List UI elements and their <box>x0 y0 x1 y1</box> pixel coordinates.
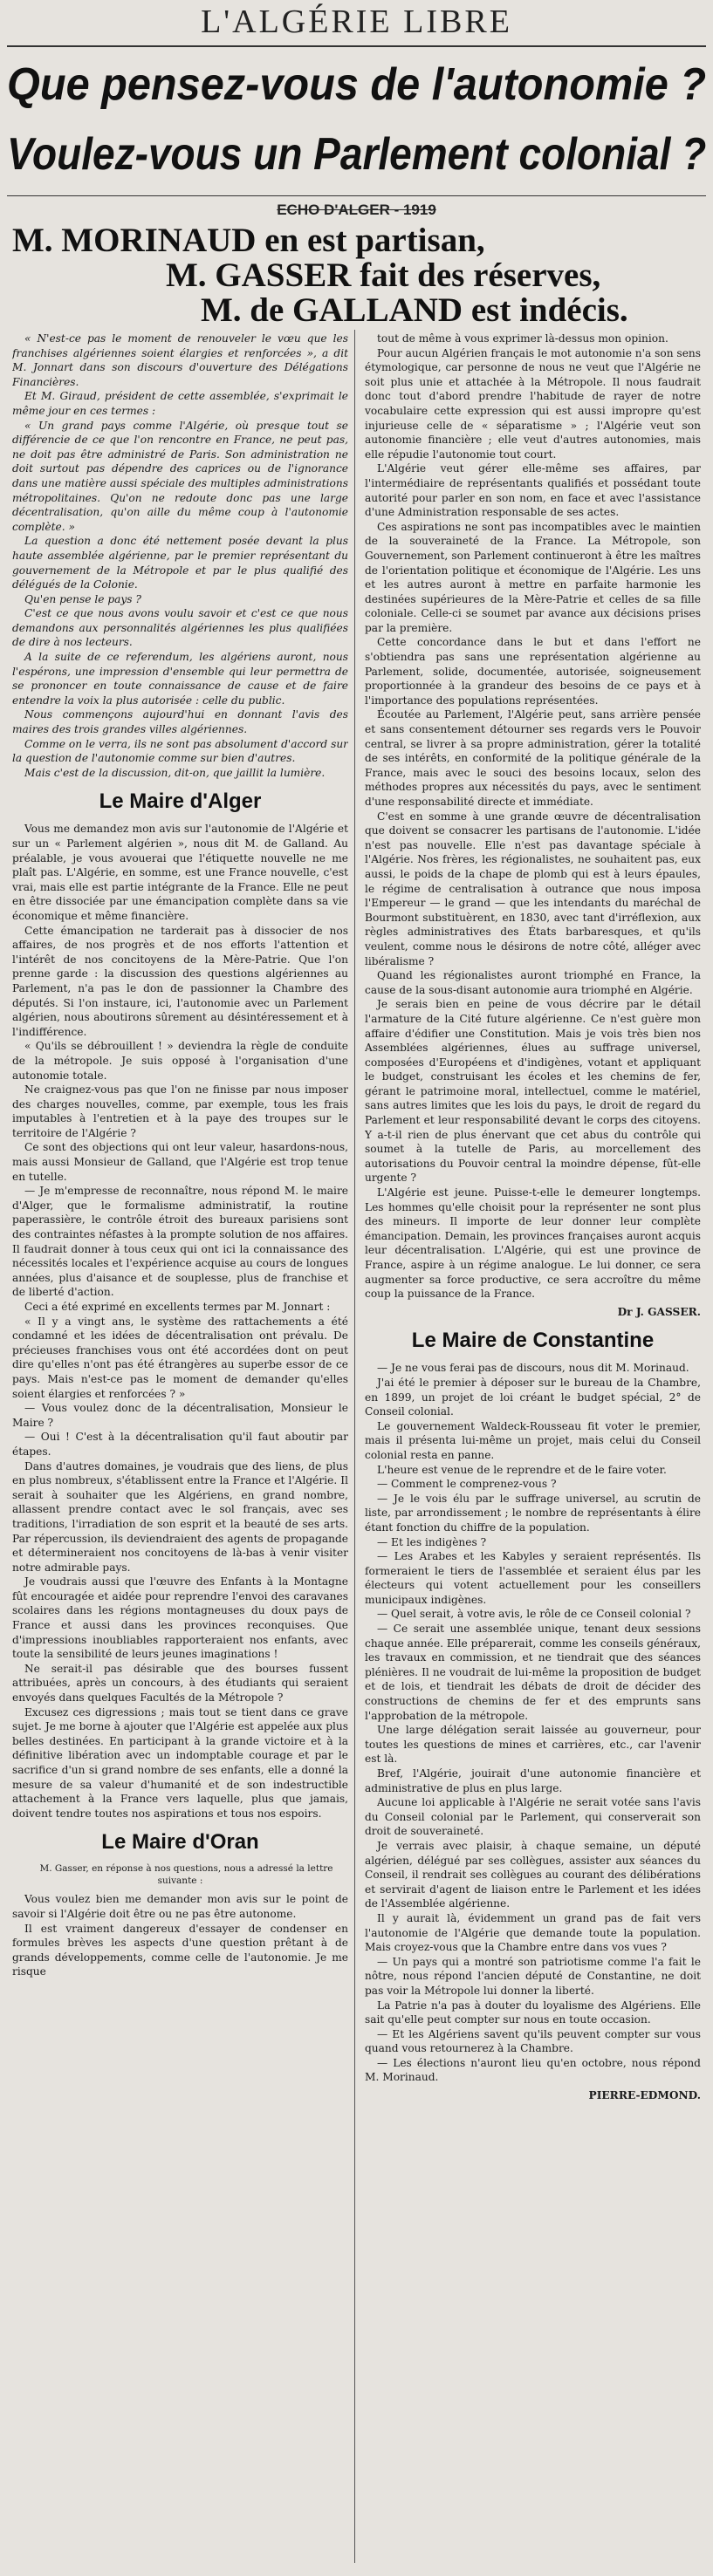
paragraph: Écoutée au Parlement, l'Algérie peut, sans arrière pensée et sans consentement détourner ses regards vers le Pouvoir central, se livrer à sa propre administration, gérer la totalité de ses intérêts, en conformité de la politique générale de la France, mais avec le souci des besoins locaux, selon des méthodes propres aux nécessités du pays, avec le sentiment d'une responsabilité directe et immédiate. <box>365 708 701 808</box>
archive-stamp: ECHO D'ALGER - 1919 <box>277 202 436 218</box>
paragraph: — Un pays qui a montré son patriotisme comme l'a fait le nôtre, nous répond l'ancien député de Constantine, ne doit pas voir la Métropole lui donner la liberté. <box>365 1955 701 1997</box>
section-note: M. Gasser, en réponse à nos questions, nous a adressé la lettre suivante : <box>39 1863 333 1887</box>
section-title-constantine: Le Maire de Constantine <box>411 1329 655 1353</box>
paragraph: — Les Arabes et les Kabyles y seraient représentés. Ils formeraient le tiers de l'assemblée et seraient élus par les électeurs qui votent actuellement pour les conseillers municipaux indigènes. <box>365 1550 701 1606</box>
paragraph: — Et les indigènes ? <box>377 1535 487 1548</box>
paragraph: — Je le vois élu par le suffrage universel, au scrutin de liste, par arrondissement ; le nombre de représentants à élire étant fonction du chiffre de la population. <box>365 1492 701 1534</box>
paragraph: Comme on le verra, ils ne sont pas absolument d'accord sur la question de l'autonomie comme sur bien d'autres. <box>12 737 348 765</box>
paragraph: — Je ne vous ferai pas de discours, nous dit M. Morinaud. <box>377 1362 689 1375</box>
paragraph: Ne craignez-vous pas que l'on ne finisse par nous imposer des charges nouvelles, comme, par exemple, tous les frais imputables à l'entretien et à la paye des troupes sur le territoire de l'Algérie ? <box>12 1083 348 1139</box>
subhead-galland <box>201 290 628 331</box>
paragraph: Je voudrais aussi que l'œuvre des Enfants à la Montagne fût encouragée et aidée pour reprendre l'envoi des caravanes scolaires dans les régions montagneuses du doux pays de France et aussi dans les provinces reconquises. Que d'impressions inoubliables rapporteraient nos enfants, avec toute la sensibilité de leurs jeunes imaginations ! <box>12 1575 348 1661</box>
subhead-name: M. de GALLAND <box>201 291 463 329</box>
paragraph: « Un grand pays comme l'Algérie, où presque tout se différencie de ce que l'on rencontre en France, ne peut pas, ne doit pas être administré de Paris. Son administration ne doit surtout pas dépendre des caprices ou de l'ignorance dans une matière aussi spéciale des multiples administrations métropolitaines. Qu'on ne redoute donc pas une large décentralisation, qu'on aille du même coup à l'autonomie complète. » <box>12 419 348 533</box>
paragraph: Une large délégation serait laissée au gouverneur, pour toutes les questions de mines et carrières, etc., car l'avenir est là. <box>365 1724 701 1766</box>
subhead-name: M. GASSER <box>166 256 352 294</box>
paragraph: Le gouvernement Waldeck-Rousseau fit voter le premier, mais il présenta lui-même un projet, mais celui du Conseil colonial resta en panne. <box>365 1419 701 1461</box>
paragraph: Nous commençons aujourd'hui en donnant l'avis des maires des trois grandes villes algériennes. <box>12 708 348 736</box>
paragraph: Et M. Giraud, président de cette assemblée, s'exprimait le même jour en ces termes : <box>12 390 348 417</box>
subhead-text: en est partisan, <box>256 222 485 259</box>
paragraph: Il est vraiment dangereux d'essayer de condenser en formules brèves les aspects d'une question prêtant à de grands développements, comme celle de l'autonomie. Je me risque <box>12 1922 348 1978</box>
paragraph: Il y aurait là, évidemment un grand pas de fait vers l'autonomie de l'Algérie que demande toute la population. Mais croyez-vous que la Chambre entre dans vos vues ? <box>365 1911 701 1954</box>
subhead-name: M. MORINAUD <box>12 222 257 259</box>
paragraph: Je verrais avec plaisir, à chaque semaine, un député algérien, délégué par ses collègues, assister aux séances du Conseil, il rendrait ses collègues au courant des délibérations et servirait d'agent de liaison entre le Parlement et les idées de l'Assemblée algérienne. <box>365 1839 701 1910</box>
paragraph: C'est en somme à une grande œuvre de décentralisation que doivent se consacrer les partisans de l'autonomie. L'idée n'est pas nouvelle. Elle n'est pas davantage spéciale à l'Algérie. Nos frères, les régionalistes, ne souhaitent pas, eux aussi, le poids de la chape de plomb qui est à leurs épaules, le régime de centralisation à outrance que nous imposa l'Empereur — le grand — que les intendants du maréchal de Bourmont substituèrent, en 1830, avec tant d'irréflexion, aux règles administratives des États barbaresques, et qu'ils veulent, comme nous le désirons de notre côté, alléger avec libéralisme ? <box>365 810 701 967</box>
paragraph: L'Algérie est jeune. Puisse-t-elle le demeurer longtemps. Les hommes qu'elle choisit pour la représenter ne sont plus des mineurs. Il importe de leur donner leur complète émancipation. Demain, les provinces françaises auront acquis leur décentralisation. L'Algérie, qui est une province de France, aspire à un régime analogue. Le lui donner, ce sera augmenter sa force productive, ce sera accroître du même coup la puissance de la France. <box>365 1186 701 1301</box>
signature-gasser: Dr J. GASSER. <box>617 1305 701 1318</box>
paragraph: Dans d'autres domaines, je voudrais que des liens, de plus en plus nombreux, s'établissent entre la France et l'Algérie. Il serait à souhaiter que les Algériens, en grand nombre, allassent prendre contact avec le sol français, avec ses traditions, l'irradiation de son esprit et la beauté de ses arts. Par répercussion, ils deviendraient des agents de propagande et détermineraient nos concitoyens de là-bas à venir visiter notre admirable pays. <box>12 1459 348 1574</box>
paragraph: « Il y a vingt ans, le système des rattachements a été condamné et les idées de décentralisation ont prévalu. De précieuses franchises vous ont été accordées dont on peut dire qu'elles n'ont pas été étrangères au superbe essor de ce pays. Mais n'est-ce pas le moment de demander qu'elles soient élargies et renforcées ? » <box>12 1315 348 1400</box>
paragraph: « N'est-ce pas le moment de renouveler le vœu que les franchises algériennes soient élargies et renforcées », a dit M. Jonnart dans son discours d'ouverture des Délégations Financières. <box>12 332 348 388</box>
paragraph: Vous voulez bien me demander mon avis sur le point de savoir si l'Algérie doit être ou ne pas être autonome. <box>12 1893 348 1920</box>
masthead: L'ALGÉRIE LIBRE <box>201 3 512 40</box>
headline-line-2: Voulez-vous un Parlement colonial ? <box>7 129 707 180</box>
paragraph: L'Algérie veut gérer elle-même ses affaires, par l'intermédiaire de représentants qualifiés et possédant toute autorité pour parler en son nom, en face et avec l'assistance d'une Administration responsable de ses actes. <box>365 462 701 519</box>
paragraph: Vous me demandez mon avis sur l'autonomie de l'Algérie et sur un « Parlement algérien », nous dit M. de Galland. Au préalable, je vous avouerai que l'étiquette nouvelle ne me plaît pas. L'Algérie, en somme, est une France nouvelle, c'est vrai, mais elle est partie intégrante de la France. Elle ne peut en être dissociée par une émancipation complète dans sa vie économique et même financière. <box>12 823 348 922</box>
paragraph: — Oui ! C'est à la décentralisation qu'il faut aboutir par étapes. <box>12 1431 348 1458</box>
paragraph: Bref, l'Algérie, jouirait d'une autonomie financière et administrative de plus en plus large. <box>365 1767 701 1794</box>
paragraph: La question a donc été nettement posée devant la plus haute assemblée algérienne, par le premier représentant du gouvernement de la Métropole et par le plus qualifié des délégués de la Colonie. <box>12 535 348 591</box>
paragraph: Cette concordance dans le but et dans l'effort ne s'obtiendra pas sans une représentation algérienne au Parlement, solide, documentée, autorisée, soigneusement proportionnée à la grandeur des besoins de ce pays et à l'importance des populations représentées. <box>365 636 701 707</box>
subhead-text: est indécis. <box>463 291 628 329</box>
author-signature: PIERRE-EDMOND. <box>588 2089 701 2102</box>
paragraph: tout de même à vous exprimer là-dessus mon opinion. <box>377 332 668 345</box>
paragraph: Ces aspirations ne sont pas incompatibles avec le maintien de la souveraineté de la France. La Métropole, son Gouvernement, son Parlement continueront à être les maîtres de l'orientation politique et économique de l'Algérie. Les uns et les autres auront à mettre en parfaite harmonie les destinées supérieures de la Mère-Patrie et celles de sa fille coloniale. Celle-ci se soumet par avance aux décisions prises par la première. <box>365 520 701 634</box>
paragraph: J'ai été le premier à déposer sur le bureau de la Chambre, en 1899, un projet de loi créant le budget spécial, 2° de Conseil colonial. <box>365 1376 701 1418</box>
paragraph: — Je m'empresse de reconnaître, nous répond M. le maire d'Alger, que le formalisme administratif, la routine paperassière, le contrôle étroit des bureaux parisiens sont des contraintes néfastes à la prompte solution de nos affaires. Il faudrait donner à tous ceux qui ont ici la connaissance des nécessités locales et l'expérience acquise au cours de longues années, plus d'aisance et de souplesse, plus de franchise et de liberté d'action. <box>12 1185 348 1299</box>
paragraph: — Et les Algériens savent qu'ils peuvent compter sur vous quand vous retournerez à la Chambre. <box>365 2027 701 2055</box>
paragraph: C'est ce que nous avons voulu savoir et c'est ce que nous demandons aux personnalités algériennes les plus qualifiées de dire à nos lecteurs. <box>12 607 348 649</box>
paragraph: — Comment le comprenez-vous ? <box>377 1478 557 1491</box>
section-title-alger: Le Maire d'Alger <box>99 789 262 814</box>
article-column-right <box>365 331 701 2565</box>
section-title-oran: Le Maire d'Oran <box>101 1830 259 1855</box>
paragraph: L'heure est venue de le reprendre et de le faire voter. <box>377 1463 667 1476</box>
paragraph: Qu'en pense le pays ? <box>24 592 141 605</box>
paragraph: Je serais bien en peine de vous décrire par le détail l'armature de la Cité future algérienne. Ce n'est guère mon affaire d'édifier une Constitution. Mais je vois très bien nos Assemblées algériennes, élues au suffrage universel, composées d'Européens et d'indigènes, votant et appliquant le budget, construisant les écoles et les chemins de fer, gérant le patrimoine moral, intellectuel, comme le matériel, sans autres limites que les lois du pays, le droit de regard du Parlement et leur responsabilité devant le corps des citoyens. Y a-t-il rien de plus énervant que cet abus du contrôle qui soumet à la tutelle de Paris, au morcellement des autorisations du Pouvoir central la moindre dépense, fût-elle urgente ? <box>365 998 701 1185</box>
headline-rule <box>7 195 706 196</box>
paragraph: Pour aucun Algérien français le mot autonomie n'a son sens étymologique, car personne de nous ne veut que l'Algérie ne soit plus unie et attachée à la Métropole. Il nous faudrait donc tout d'abord prendre l'habitude de rayer de notre vocabulaire cette expression qui est aussi impropre qu'est injurieuse celle de « séparatisme » ; l'Algérie veut son autonomie financière ; elle veut d'autres autonomies, mais elle répudie l'autonomie tout court. <box>365 346 701 461</box>
paragraph: Excusez ces digressions ; mais tout se tient dans ce grave sujet. Je me borne à ajouter que l'Algérie est appelée aux plus belles destinées. En participant à la grande victoire et à la définitive libération avec un indomptable courage et par le sacrifice d'un si grand nombre de ses enfants, elle a donné la mesure de sa valeur d'humanité et de son indestructible attachement à la France vers laquelle, plus que jamais, doivent tendre toutes nos aspirations et tous nos espoirs. <box>12 1705 348 1820</box>
paragraph: Ceci a été exprimé en excellents termes par M. Jonnart : <box>24 1301 331 1313</box>
article-column-left <box>12 331 348 2565</box>
subhead-text: fait des réserves, <box>351 256 601 294</box>
masthead-rule <box>7 45 706 47</box>
paragraph: A la suite de ce referendum, les algériens auront, nous l'espérons, une impression d'ensemble qui leur permettra de se prononcer en toute connaissance de cause et de faire entendre la voix la plus autorisée : celle du public. <box>12 651 348 707</box>
paragraph: — Vous voulez donc de la décentralisation, Monsieur le Maire ? <box>12 1402 348 1429</box>
paragraph: Aucune loi applicable à l'Algérie ne serait votée sans l'avis du Conseil colonial par le Parlement, qui conserverait son droit de souveraineté. <box>365 1796 701 1838</box>
paragraph: Ce sont des objections qui ont leur valeur, hasardons-nous, mais aussi Monsieur de Galland, que l'Algérie est trop tenue en tutelle. <box>12 1141 348 1183</box>
paragraph: — Quel serait, à votre avis, le rôle de ce Conseil colonial ? <box>377 1608 691 1621</box>
headline-line-1: Que pensez-vous de l'autonomie ? <box>7 59 707 110</box>
paragraph: Cette émancipation ne tarderait pas à dissocier de nos affaires, de nos progrès et de nos efforts l'attention et l'intérêt de nos concitoyens de la Mère-Patrie. Que l'on prenne garde : la discussion des questions algériennes au Parlement, n'a pas le don de passionner la Chambre des députés. Si l'on instaure, ici, l'autonomie avec un Parlement algérien, nous aboutirons sûrement au désintéressement et à l'indifférence. <box>12 924 348 1038</box>
paragraph: « Qu'ils se débrouillent ! » deviendra la règle de conduite de la métropole. Je suis opposé à l'organisation d'une autonomie totale. <box>12 1040 348 1082</box>
paragraph: Ne serait-il pas désirable que des bourses fussent attribuées, après un concours, à des étudiants qui seraient envoyés dans quelques Facultés de la Métropole ? <box>12 1662 348 1705</box>
paragraph: La Patrie n'a pas à douter du loyalisme des Algériens. Elle sait qu'elle peut compter sur nous en toute occasion. <box>365 1999 701 2026</box>
paragraph: — Ce serait une assemblée unique, tenant deux sessions chaque année. Elle préparerait, comme les conseils généraux, les travaux en commission, et ne tiendrait que des séances plénières. Il ne voudrait de lui-même la proposition de budget et de lois, et tiendrait les débats de droit de décider des constructions de chemins de fer et des emprunts sans l'approbation de la métropole. <box>365 1623 701 1722</box>
column-divider <box>354 330 355 2563</box>
paragraph: — Les élections n'auront lieu qu'en octobre, nous répond M. Morinaud. <box>365 2056 701 2084</box>
paragraph: Quand les régionalistes auront triomphé en France, la cause de la sous-disant autonomie aura triomphé en Algérie. <box>365 969 701 996</box>
paragraph: Mais c'est de la discussion, dit-on, que jaillit la lumière. <box>24 766 326 779</box>
